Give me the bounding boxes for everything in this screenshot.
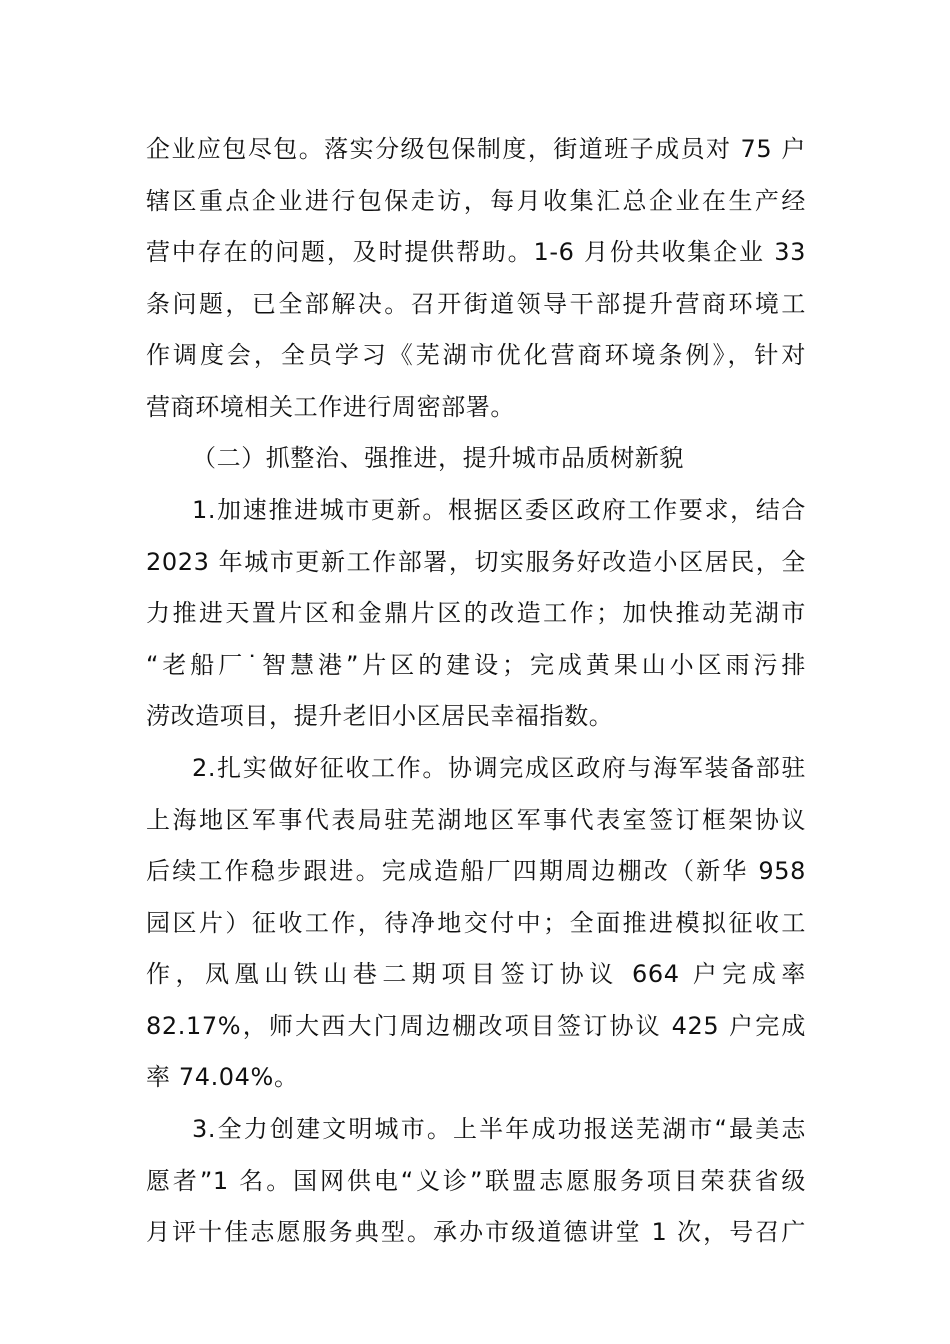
text-line: 1.加速推进城市更新。根据区委区政府工作要求，结合 <box>192 496 806 524</box>
text-line: 条问题，已全部解决。召开街道领导干部提升营商环境工 <box>146 289 806 318</box>
section-heading-2 <box>146 433 806 485</box>
text-line: 涝改造项目，提升老旧小区居民幸福指数。 <box>146 702 614 730</box>
text-line: 营中存在的问题，及时提供帮助。1-6 月份共收集企业 33 <box>146 238 806 266</box>
text-line: 后续工作稳步跟进。完成造船厂四期周边棚改（新华 958 <box>146 857 806 885</box>
paragraph-business-environment <box>146 124 806 433</box>
text-line: 2.扎实做好征收工作。协调完成区政府与海军装备部驻 <box>192 754 806 782</box>
text-line: 2023 年城市更新工作部署，切实服务好改造小区居民，全 <box>146 547 806 576</box>
text-line: 园区片）征收工作，待净地交付中；全面推进模拟征收工 <box>146 908 806 937</box>
text-line: 力推进天置片区和金鼎片区的改造工作；加快推动芜湖市 <box>146 599 806 627</box>
text-line: 作调度会，全员学习《芜湖市优化营商环境条例》，针对 <box>146 341 806 369</box>
text-line: 率 74.04%。 <box>146 1063 299 1091</box>
text-line: 3.全力创建文明城市。上半年成功报送芜湖市“最美志 <box>192 1115 806 1143</box>
paragraph-urban-renewal <box>146 485 806 743</box>
text-line: 辖区重点企业进行包保走访，每月收集汇总企业在生产经 <box>146 186 806 215</box>
text-line: 月评十佳志愿服务典型。承办市级道德讲堂 1 次，号召广 <box>146 1218 806 1246</box>
paragraph-expropriation <box>146 743 806 1104</box>
text-line: 企业应包尽包。落实分级包保制度，街道班子成员对 75 户 <box>146 135 806 163</box>
section-heading-text: （二）抓整治、强推进，提升城市品质树新貌 <box>192 444 684 472</box>
text-line: 上海地区军事代表局驻芜湖地区军事代表室签订框架协议 <box>146 805 806 834</box>
text-line: 愿者”1 名。国网供电“义诊”联盟志愿服务项目荣获省级 <box>146 1166 806 1195</box>
text-line: 作，凤凰山铁山巷二期项目签订协议 664 户完成率 <box>146 960 806 988</box>
text-line: 营商环境相关工作进行周密部署。 <box>146 392 515 421</box>
text-line: “老船厂˙智慧港”片区的建设；完成黄果山小区雨污排 <box>146 650 806 679</box>
paragraph-civilized-city <box>146 1104 806 1259</box>
text-line: 82.17%，师大西大门周边棚改项目签订协议 425 户完成 <box>146 1011 806 1040</box>
